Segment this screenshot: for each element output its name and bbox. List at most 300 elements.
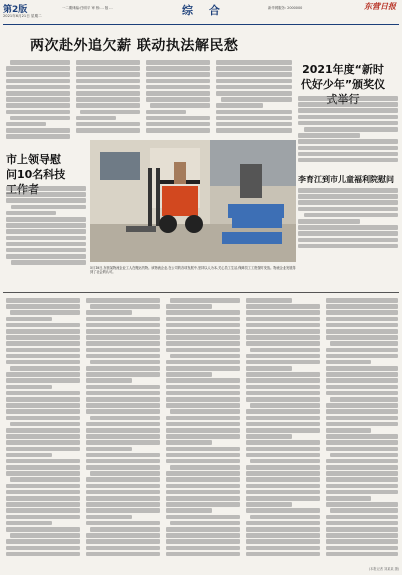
body-text-line [298,139,398,144]
body-text-line [146,85,210,90]
body-text-line [298,108,398,113]
body-text-line [6,434,80,439]
article-bottom-col5 [326,298,398,564]
body-text-line [166,323,240,328]
body-text-line [246,323,320,328]
newspaper-logo: 东营日报 [364,1,396,11]
body-text-line [221,97,292,102]
body-text-line [6,546,80,551]
body-text-line [216,122,292,127]
body-text-line [298,115,398,120]
body-text-line [76,103,140,108]
body-text-line [246,521,320,526]
body-text-line [6,223,86,228]
body-text-line [10,60,70,65]
body-text-line [326,434,398,439]
body-text-line [326,539,398,544]
body-text-line [6,248,86,253]
contact-line: 新华网服务: 2000000 [268,6,303,10]
body-text-line [6,502,80,507]
body-text-line [86,508,160,513]
body-text-line [86,354,160,359]
article-main-col4 [216,60,292,136]
body-text-line [298,152,398,157]
body-text-line [326,515,398,520]
body-text-line [326,298,398,303]
body-text-line [6,211,56,216]
body-text-line [166,428,240,433]
body-text-line [330,508,398,513]
body-text-line [86,348,160,353]
body-text-line [298,231,398,236]
body-text-line [246,397,320,402]
body-text-line [298,238,398,243]
body-text-line [86,533,160,538]
body-text-line [246,409,320,414]
mid-rule [3,292,399,293]
body-text-line [246,428,320,433]
body-text-line [326,403,398,408]
body-text-line [246,552,320,557]
body-text-line [166,539,240,544]
body-text-line [246,317,320,322]
body-text-line [326,323,398,328]
body-text-line [216,85,292,90]
body-text-line [170,465,240,470]
body-text-line [216,72,292,77]
body-text-line [10,116,70,121]
body-text-line [86,465,160,470]
body-text-line [326,422,398,427]
section-title: 综 合 [182,4,226,17]
body-text-line [146,66,210,71]
body-text-line [6,66,70,71]
body-text-line [246,310,320,315]
body-text-line [216,91,292,96]
body-text-line [166,515,240,520]
header-rule [3,24,399,25]
body-text-line [246,378,320,383]
body-text-line [166,508,212,513]
body-text-line [326,329,398,334]
body-text-line [216,103,263,108]
editor-line: 一二期律编:任明平 审 核:… 版 … [62,6,113,10]
body-text-line [166,447,240,452]
article-right-bottom [298,188,398,256]
body-text-line [76,122,140,127]
body-text-line [76,60,140,65]
body-text-line [6,348,80,353]
body-text-line [86,409,160,414]
body-text-line [166,477,240,482]
body-text-line [326,546,398,551]
body-text-line [326,459,398,464]
body-text-line [166,397,240,402]
body-text-line [6,416,80,421]
body-text-line [86,484,160,489]
body-text-line [86,403,160,408]
body-text-line [326,490,398,495]
body-text-line [146,79,210,84]
body-text-line [146,60,210,65]
body-text-line [246,465,320,470]
body-text-line [86,422,160,427]
body-text-line [86,323,160,328]
body-text-line [90,360,160,365]
body-text-line [6,198,86,203]
body-text-line [86,434,160,439]
body-text-line [304,213,398,218]
body-text-line [86,459,160,464]
masthead [0,0,402,24]
body-text-line [146,97,210,102]
body-text-line [86,440,160,445]
body-text-line [326,533,398,538]
body-text-line [6,428,80,433]
body-text-line [326,552,398,557]
body-text-line [86,490,160,495]
issue-date: 2021年6月21日 星期二 [3,14,42,18]
body-text-line [166,360,240,365]
body-text-line [166,372,212,377]
body-text-line [246,447,320,452]
body-text-line [330,397,398,402]
headline-right: 2021年度“新时代好少年”颁奖仪 [300,63,386,91]
body-text-line [146,116,210,121]
body-text-line [76,72,140,77]
body-text-line [6,186,86,191]
body-text-line [326,465,398,470]
body-text-line [166,496,240,501]
body-text-line [246,496,320,501]
body-text-line [166,378,240,383]
body-text-line [90,416,160,421]
body-text-line [146,72,210,77]
body-text-line [246,298,292,303]
body-text-line [6,447,80,452]
body-text-line [86,298,160,303]
body-text-line [6,378,80,383]
body-text-line [326,391,398,396]
article-bottom-col4 [246,298,320,564]
photo-caption: 5月18日,东营某物流企业工人在搬运货物。该物流企业,在公司的各项发展中,坚持以人为本,关心员工生活,保障员工工资按时发放。物流企业发展得到了社会的认可。 [90,266,296,275]
body-text-line [246,304,320,309]
body-text-line [298,244,398,249]
body-text-line [6,527,80,532]
body-text-line [166,490,240,495]
body-text-line [6,440,80,445]
body-text-line [10,310,80,315]
body-text-line [330,341,398,346]
body-text-line [326,496,371,501]
article-right-top [298,96,398,170]
body-text-line [6,122,46,127]
body-text-line [11,205,86,210]
footer-credit: (本报记者 刘某某 摄) [368,567,399,571]
body-text-line [326,428,371,433]
body-text-line [6,242,86,247]
body-text-line [170,298,240,303]
body-text-line [326,477,398,482]
body-text-line [326,385,398,390]
body-text-line [6,521,52,526]
body-text-line [6,515,80,520]
body-text-line [166,348,240,353]
body-text-line [216,66,292,71]
body-text-line [86,502,160,507]
body-text-line [298,96,398,101]
body-text-line [6,453,52,458]
body-text-line [298,121,398,126]
body-text-line [166,533,240,538]
body-text-line [246,527,320,532]
body-text-line [6,85,70,90]
body-text-line [304,127,398,132]
body-text-line [6,298,80,303]
body-text-line [86,341,160,346]
body-text-line [6,229,86,234]
body-text-line [246,471,320,476]
body-text-line [246,335,320,340]
body-text-line [216,60,292,65]
body-text-line [86,391,160,396]
body-text-line [326,527,398,532]
body-text-line [298,146,398,151]
body-text-line [86,515,132,520]
body-text-line [6,471,80,476]
body-text-line [76,66,140,71]
body-text-line [170,521,240,526]
body-text-line [6,484,80,489]
body-text-line [166,366,240,371]
body-text-line [166,484,240,489]
body-text-line [86,453,160,458]
body-text-line [166,434,240,439]
body-text-line [326,416,398,421]
body-text-line [246,372,320,377]
body-text-line [326,372,398,377]
body-text-line [298,188,398,193]
body-text-line [246,434,292,439]
body-text-line [76,85,140,90]
body-text-line [6,459,80,464]
body-text-line [6,192,86,197]
body-text-line [298,219,360,224]
body-text-line [246,391,320,396]
body-text-line [246,366,292,371]
article-main-col1 [6,60,70,146]
body-text-line [86,335,160,340]
body-text-line [250,348,320,353]
body-text-line [6,360,80,365]
body-text-line [86,385,160,390]
body-text-line [326,447,398,452]
body-text-line [246,539,320,544]
body-text-line [246,416,320,421]
body-text-line [6,385,52,390]
body-text-line [326,366,398,371]
body-text-line [166,416,240,421]
headline-left-secondary: 市上领导慰问10名科技 [6,153,66,181]
body-text-line [250,459,320,464]
body-text-line [216,128,292,133]
body-text-line [86,447,132,452]
body-text-line [10,533,80,538]
body-text-line [326,304,398,309]
body-text-line [76,91,140,96]
body-text-line [6,465,80,470]
body-text-line [76,97,140,102]
body-text-line [246,508,320,513]
body-text-line [246,484,320,489]
body-text-line [246,422,320,427]
body-text-line [6,397,80,402]
body-text-line [298,207,398,212]
body-text-line [326,354,398,359]
body-text-line [246,490,320,495]
body-text-line [166,391,240,396]
body-text-line [86,552,160,557]
body-text-line [6,372,80,377]
body-text-line [6,103,70,108]
body-text-line [326,440,398,445]
body-text-line [90,471,160,476]
article-bottom-col1 [6,298,80,564]
body-text-line [170,409,240,414]
body-text-line [90,527,160,532]
body-text-line [86,366,160,371]
body-text-line [246,360,320,365]
body-text-line [6,97,70,102]
body-text-line [6,110,70,115]
body-text-line [246,502,292,507]
body-text-line [6,323,80,328]
body-text-line [246,533,320,538]
body-text-line [86,397,160,402]
body-text-line [76,128,140,133]
body-text-line [166,310,240,315]
body-text-line [86,428,160,433]
body-text-line [298,194,398,199]
body-text-line [246,329,320,334]
body-text-line [166,471,240,476]
body-text-line [146,110,186,115]
body-text-line [326,360,371,365]
body-text-line [90,304,160,309]
body-text-line [166,552,240,557]
article-left-secondary [6,186,86,272]
body-text-line [80,110,140,115]
body-text-line [166,317,240,322]
body-text-line [326,471,398,476]
body-text-line [6,79,70,84]
body-text-line [330,453,398,458]
body-text-line [246,440,320,445]
page-number: 第2版 [3,5,28,15]
body-text-line [326,378,398,383]
body-text-line [166,527,240,532]
body-text-line [166,329,240,334]
body-text-line [150,103,210,108]
body-text-line [298,133,360,138]
body-text-line [10,422,80,427]
body-text-line [326,409,398,414]
body-text-line [246,385,320,390]
body-text-line [246,354,320,359]
body-text-line [6,134,70,139]
body-text-line [170,354,240,359]
body-text-line [6,254,86,259]
body-text-line [6,508,80,513]
body-text-line [86,546,160,551]
body-text-line [166,403,240,408]
body-text-line [246,546,320,551]
body-text-line [6,552,80,557]
forklift-photo [90,140,296,262]
body-text-line [86,477,160,482]
body-text-line [146,128,210,133]
body-text-line [246,477,320,482]
body-text-line [86,378,132,383]
body-text-line [298,158,398,163]
body-text-line [6,304,80,309]
body-text-line [86,329,160,334]
body-text-line [326,310,398,315]
body-text-line [166,440,212,445]
body-text-line [86,539,160,544]
body-text-line [166,453,240,458]
body-text-line [6,329,80,334]
body-text-line [6,341,80,346]
body-text-line [76,79,140,84]
body-text-line [6,217,86,222]
body-text-line [216,116,292,121]
body-text-line [166,459,240,464]
body-text-line [10,366,80,371]
body-text-line [326,521,398,526]
body-text-line [246,341,320,346]
body-text-line [6,128,70,133]
body-text-line [166,546,240,551]
body-text-line [76,116,116,121]
body-text-line [86,310,132,315]
body-text-line [86,496,160,501]
body-text-line [86,521,160,526]
body-text-line [326,317,398,322]
body-text-line [86,317,160,322]
body-text-line [86,372,160,377]
body-text-line [6,490,80,495]
body-text-line [146,122,210,127]
body-text-line [166,502,240,507]
body-text-line [250,515,320,520]
body-text-line [166,385,240,390]
body-text-line [6,91,70,96]
body-text-line [10,477,80,482]
body-text-line [298,102,398,107]
body-text-line [246,453,320,458]
body-text-line [326,484,398,489]
body-text-line [166,335,240,340]
body-text-line [166,304,212,309]
article-main-col2 [76,60,140,136]
body-text-line [326,335,398,340]
body-text-line [298,200,398,205]
article-bottom-col3 [166,298,240,564]
body-text-line [250,403,320,408]
body-text-line [6,496,80,501]
body-text-line [6,409,80,414]
